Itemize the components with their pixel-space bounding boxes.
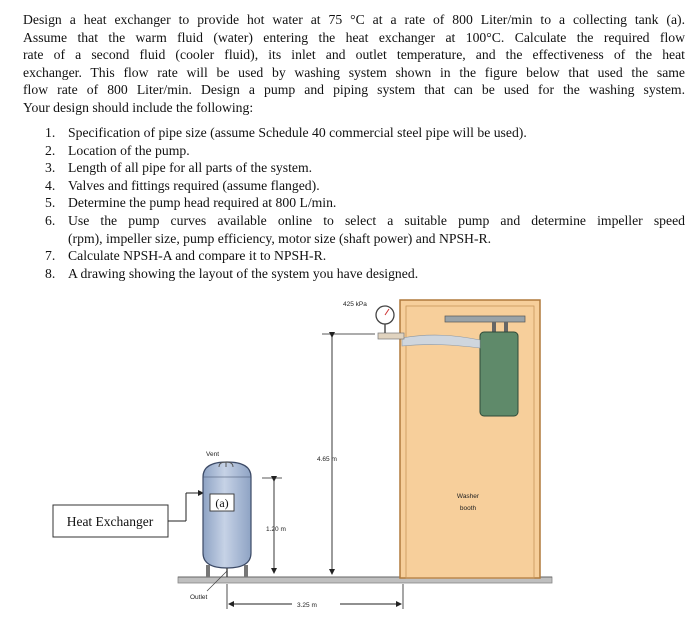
list-text: Determine the pump head required at 800 L/min. [68,195,337,211]
list-text: Specification of pipe size (assume Schedule 40 commercial steel pipe will be used). [68,125,527,140]
tank-leg [206,565,210,577]
list-number: 5. [45,195,56,211]
statement-line: Design a heat exchanger to provide hot water at 75 °C at a rate of 800 Liter/min to a collecting tank (a). [23,12,685,27]
length-label: 3.25 m [297,602,317,609]
list-number: 1. [45,125,56,140]
list-number: 7. [45,248,56,264]
heat-exchanger-label: Heat Exchanger [66,514,154,529]
list-text: (rpm), impeller size, pump efficiency, motor size (shaft power) and NPSH-R. [68,230,492,246]
washer-label: Washer [456,493,480,500]
list-text: Valves and fittings required (assume flanged). [68,177,320,193]
list-number: 2. [45,142,56,158]
conveyor-post [492,322,496,332]
tank-label: (a) [215,496,229,510]
collecting-tank [203,462,251,568]
list-text: A drawing showing the layout of the system you have designed. [68,265,419,281]
washer-hood [480,332,518,416]
conveyor-post [504,322,508,332]
height-long-label: 4.65 m [317,456,337,463]
height-short-label: 1.20 m [266,526,286,533]
conveyor-rail [445,316,525,322]
supply-pipe [378,333,404,339]
list-text: Location of the pump. [68,142,190,158]
list-number: 3. [45,160,56,176]
list-number: 6. [45,212,56,228]
pressure-label: 425 kPa [343,301,367,308]
statement-line: exchanger. This flow rate will be used by washing system shown in the figure below that used the same [23,64,685,80]
list-number: 4. [45,177,56,193]
list-text: Length of all pipe for all parts of the system. [68,160,313,176]
list-text: Use the pump curves available online to select a suitable pump and determine impeller speed [68,212,685,228]
statement-line: Your design should include the following: [23,99,254,115]
washer-label: booth [459,505,477,512]
list-number: 8. [45,265,56,281]
vent-label: Vent [206,451,220,458]
list-text: Calculate NPSH-A and compare it to NPSH-R. [68,248,327,264]
tank-leg [244,565,248,577]
outlet-label: Outlet [190,594,208,601]
statement-line: Assume that the warm fluid (water) entering the heat exchanger at 100°C. Calculate the required flow [23,29,685,45]
statement-line: rate of a second fluid (cooler fluid), its inlet and outlet temperature, and the effectiveness of the heat [23,47,685,63]
statement-line: flow rate of 800 Liter/min. Design a pump and piping system that can be used for the washing system. [23,82,685,98]
